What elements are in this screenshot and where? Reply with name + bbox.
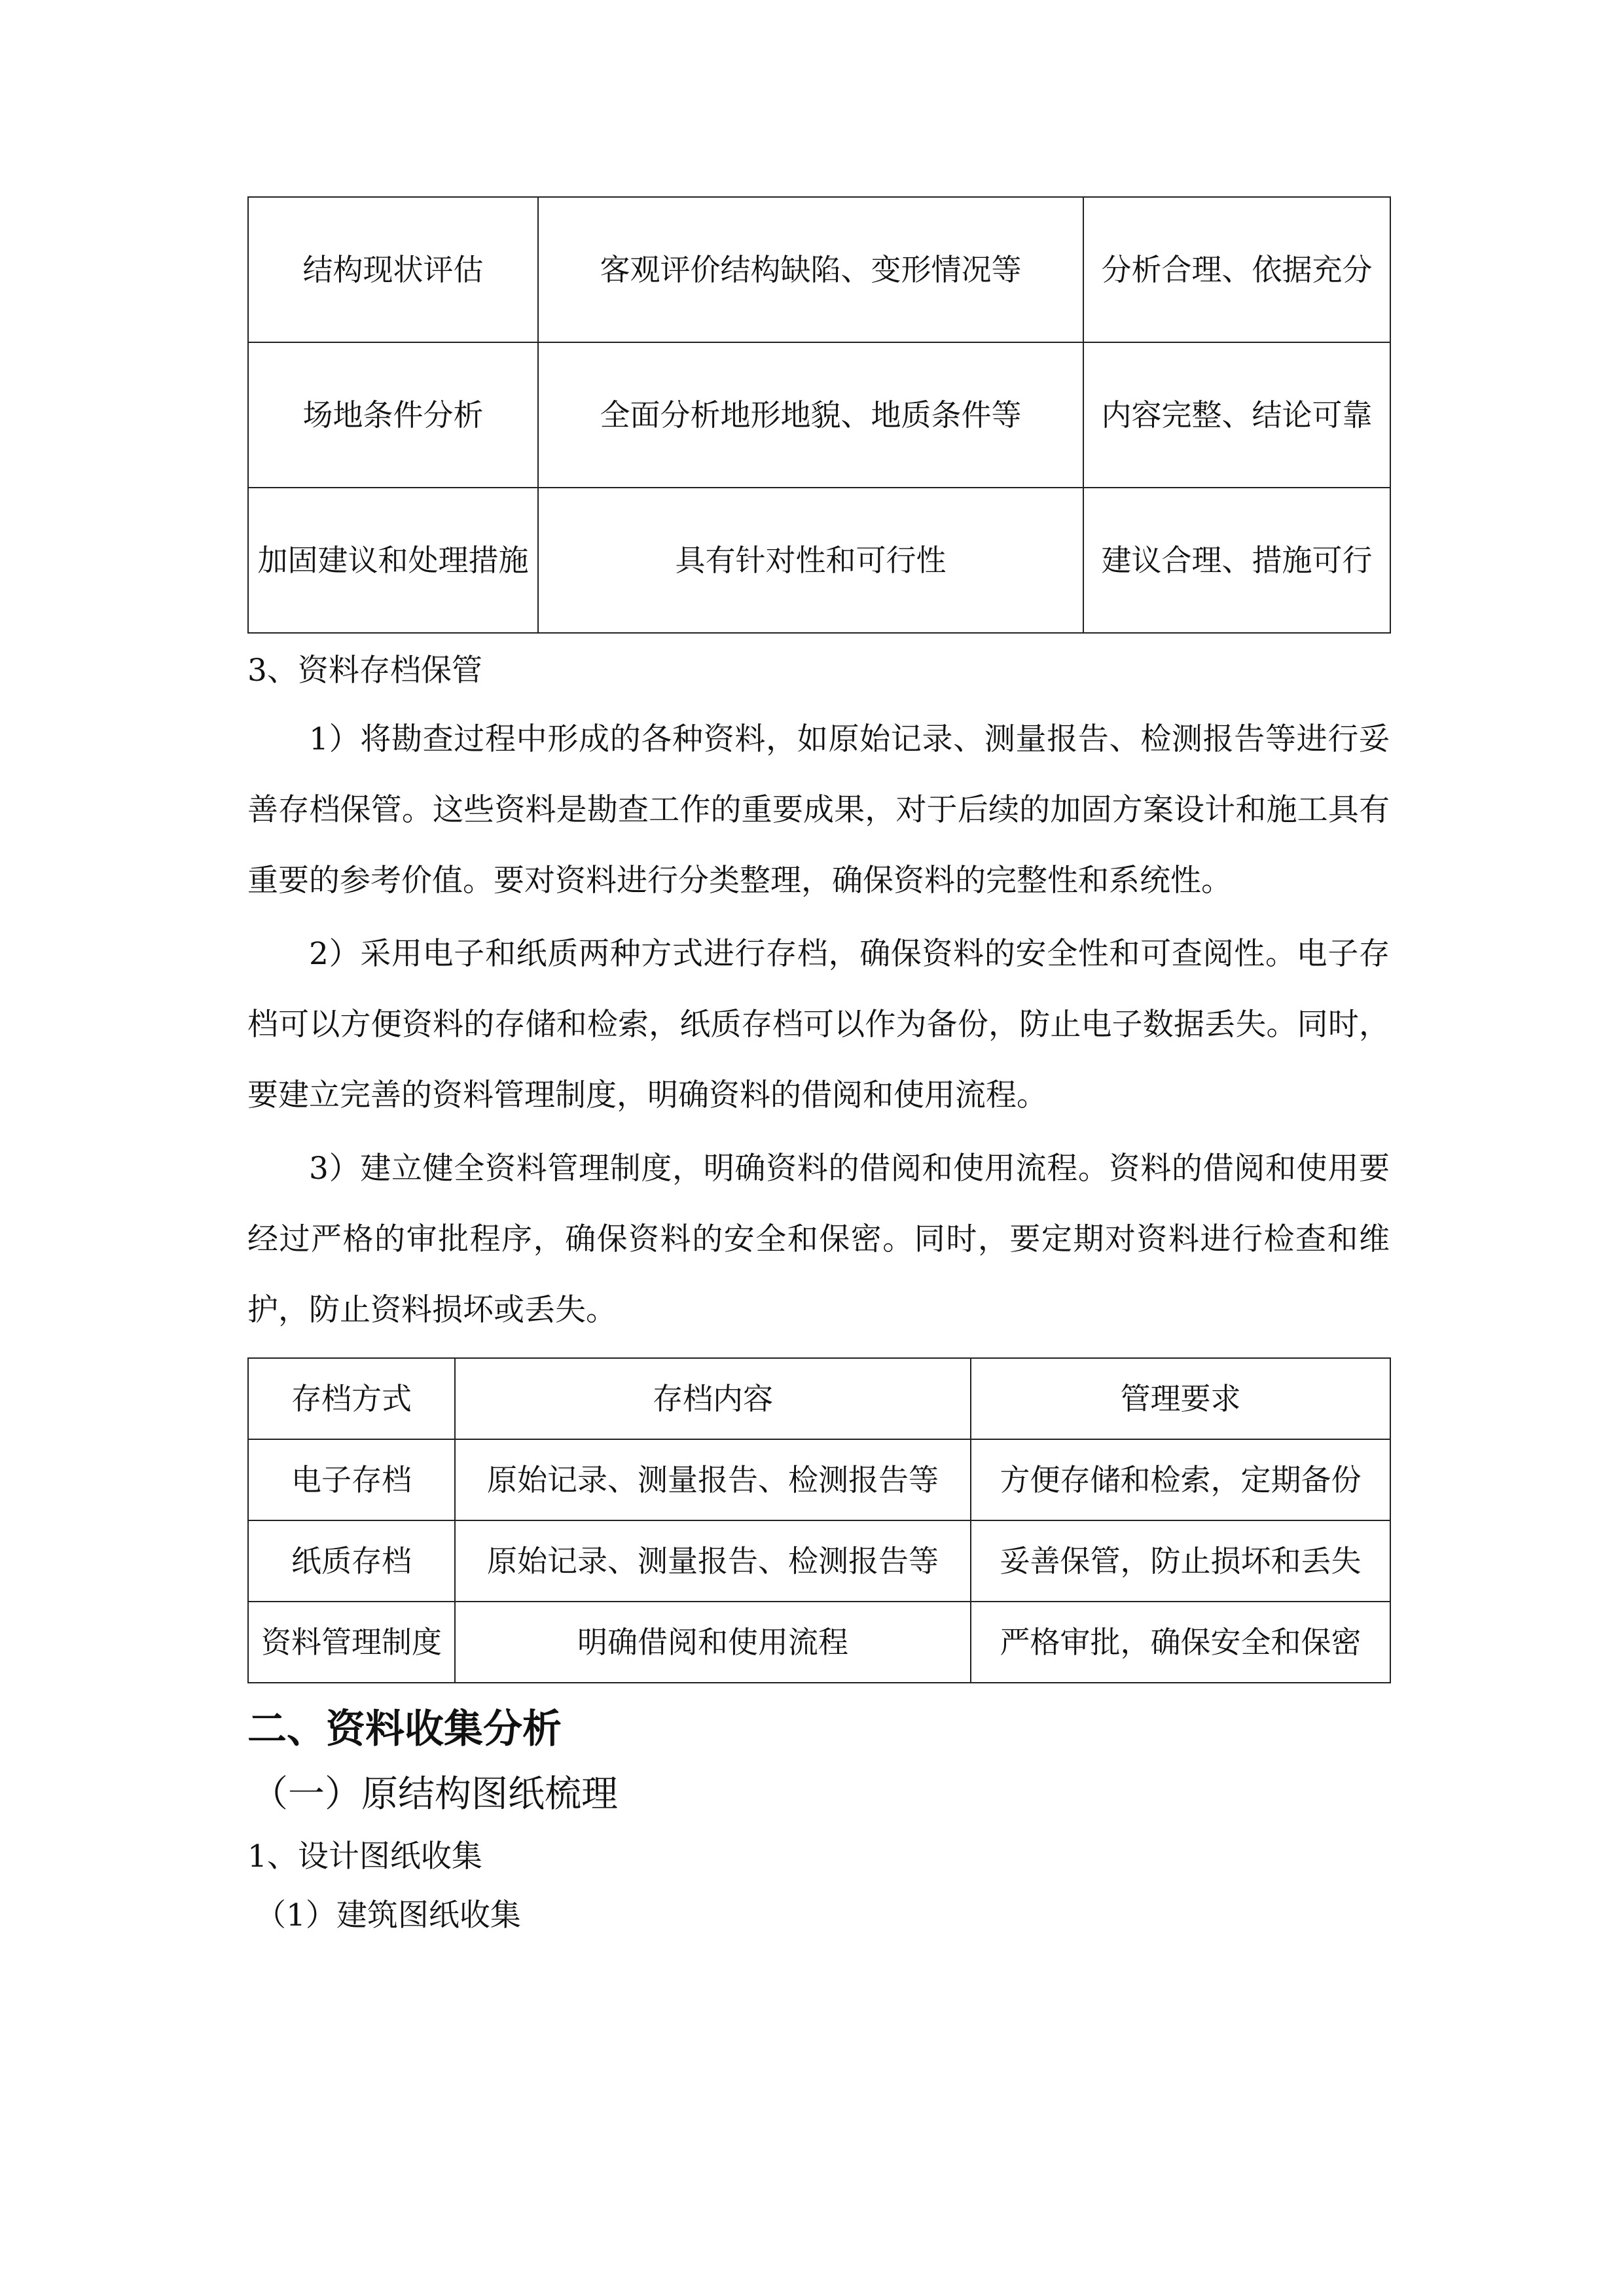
sub-item-heading: （1）建筑图纸收集 — [255, 1897, 521, 1933]
table-cell: 客观评价结构缺陷、变形情况等 — [538, 197, 1083, 342]
table-cell: 资料管理制度 — [248, 1602, 455, 1683]
table-cell: 妥善保管，防止损坏和丢失 — [971, 1520, 1390, 1602]
table-row — [248, 197, 1390, 342]
table-cell: 纸质存档 — [248, 1520, 455, 1602]
table-cell: 内容完整、结论可靠 — [1083, 342, 1390, 488]
table-row — [248, 1520, 1390, 1602]
evaluation-table — [247, 196, 1391, 634]
table-cell: 具有针对性和可行性 — [538, 488, 1083, 633]
archive-table — [247, 1357, 1391, 1683]
table-cell: 场地条件分析 — [248, 342, 538, 488]
table-cell: 建议合理、措施可行 — [1083, 488, 1390, 633]
table-row — [248, 342, 1390, 488]
table-cell: 结构现状评估 — [248, 197, 538, 342]
table-cell: 电子存档 — [248, 1439, 455, 1520]
subsection-title: （一）原结构图纸梳理 — [251, 1773, 618, 1816]
table-cell: 加固建议和处理措施 — [248, 488, 538, 633]
column-header: 管理要求 — [971, 1358, 1390, 1439]
table-cell: 明确借阅和使用流程 — [455, 1602, 971, 1683]
table-row — [248, 488, 1390, 633]
table-cell: 方便存储和检索，定期备份 — [971, 1439, 1390, 1520]
paragraph: 3）建立健全资料管理制度，明确资料的借阅和使用流程。资料的借阅和使用要经过严格的审批程序，确保资料的安全和保密。同时，要定期对资料进行检查和维护，防止资料损坏或丢失。 — [247, 1151, 1390, 1328]
paragraph: 2）采用电子和纸质两种方式进行存档，确保资料的安全性和可查阅性。电子存档可以方便资料的存储和检索，纸质存档可以作为备份，防止电子数据丢失。同时，要建立完善的资料管理制度，明确资料的借阅和使用流程。 — [247, 936, 1390, 1113]
paragraph: 1）将勘查过程中形成的各种资料，如原始记录、测量报告、检测报告等进行妥善存档保管。这些资料是勘查工作的重要成果，对于后续的加固方案设计和施工具有重要的参考价值。要对资料进行分类整理，确保资料的完整性和系统性。 — [247, 721, 1390, 899]
table-row — [248, 1439, 1390, 1520]
document-page — [247, 196, 1390, 1939]
chapter-title: 二、资料收集分析 — [247, 1706, 562, 1752]
table-cell: 原始记录、测量报告、检测报告等 — [455, 1439, 971, 1520]
section-heading: 3、资料存档保管 — [247, 653, 482, 689]
table-cell: 分析合理、依据充分 — [1083, 197, 1390, 342]
column-header: 存档方式 — [248, 1358, 455, 1439]
table-header-row — [248, 1358, 1390, 1439]
item-heading: 1、设计图纸收集 — [247, 1839, 482, 1874]
table-row — [248, 1602, 1390, 1683]
table-cell: 全面分析地形地貌、地质条件等 — [538, 342, 1083, 488]
table-cell: 严格审批，确保安全和保密 — [971, 1602, 1390, 1683]
column-header: 存档内容 — [455, 1358, 971, 1439]
table-cell: 原始记录、测量报告、检测报告等 — [455, 1520, 971, 1602]
